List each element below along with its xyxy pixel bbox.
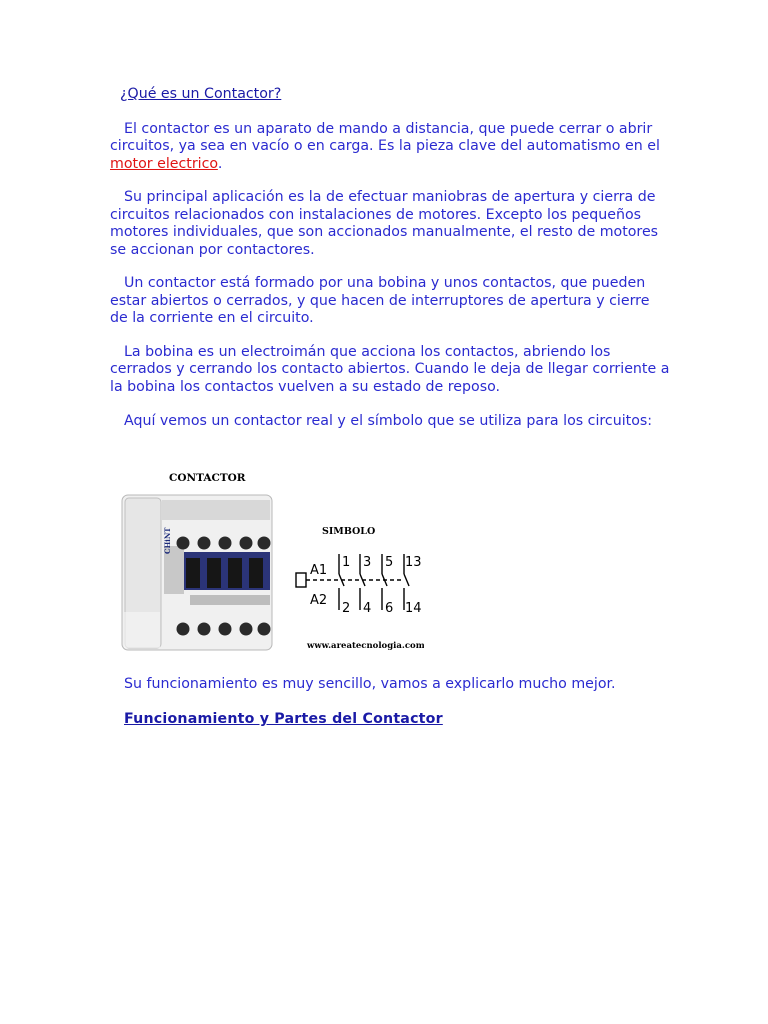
paragraph-composition: Un contactor está formado por una bobina y unos contactos, que pueden estar abiertos o cerrados, y que hacen de interruptores de apertura y cierre de la corriente en el circuito.	[110, 275, 650, 326]
brand-label: CHiNT	[163, 527, 172, 554]
terminal-a2: A2	[310, 593, 328, 608]
paragraph-definition-end: .	[217, 155, 223, 172]
terminal-4: 4	[363, 601, 372, 616]
contactor-label: CONTACTOR	[169, 472, 246, 484]
terminal-14: 14	[405, 601, 422, 616]
paragraph-coil: La bobina es un electroimán que acciona los contactos, abriendo los cerrados y cerrando los contacto abiertos. Cuando le deja de llegar corriente a la bobina los contactos vuelven a su estado de reposo.	[110, 343, 670, 395]
terminal-13: 13	[405, 555, 422, 570]
contactor-device-image	[122, 495, 272, 650]
contactor-figure	[112, 462, 424, 656]
motor-electrico-link[interactable]: motor electrico	[110, 155, 218, 172]
simbolo-label: SIMBOLO	[322, 526, 376, 537]
paragraph-closing: Su funcionamiento es muy sencillo, vamos a explicarlo mucho mejor.	[124, 676, 616, 692]
paragraph-application: Su principal aplicación es la de efectuar maniobras de apertura y cierra de circuitos relacionados con instalaciones de motores. Excepto los pequeños motores individuales, que son accionados manualmente, el resto de motores se accionan por contactores.	[110, 189, 659, 258]
heading-link[interactable]: ¿Qué es un Contactor?	[120, 86, 282, 102]
terminal-6: 6	[385, 601, 394, 616]
terminal-5: 5	[385, 555, 394, 570]
terminal-a1: A1	[310, 563, 328, 578]
terminal-1: 1	[342, 555, 351, 570]
contactor-illustration	[112, 462, 424, 656]
paragraph-definition	[110, 121, 670, 174]
article-body	[110, 86, 670, 431]
terminal-2: 2	[342, 601, 351, 616]
figure-url: www.areatecnologia.com	[307, 641, 424, 651]
terminal-3: 3	[363, 555, 372, 570]
funcionamiento-link[interactable]: Funcionamiento y Partes del Contactor	[124, 711, 443, 727]
paragraph-definition-text: El contactor es un aparato de mando a distancia, que puede cerrar o abrir circuitos, ya sea en vacío o en carga. Es la pieza clave del automatismo en el	[110, 120, 660, 154]
paragraph-figure-intro: Aquí vemos un contactor real y el símbolo que se utiliza para los circuitos:	[124, 413, 653, 429]
